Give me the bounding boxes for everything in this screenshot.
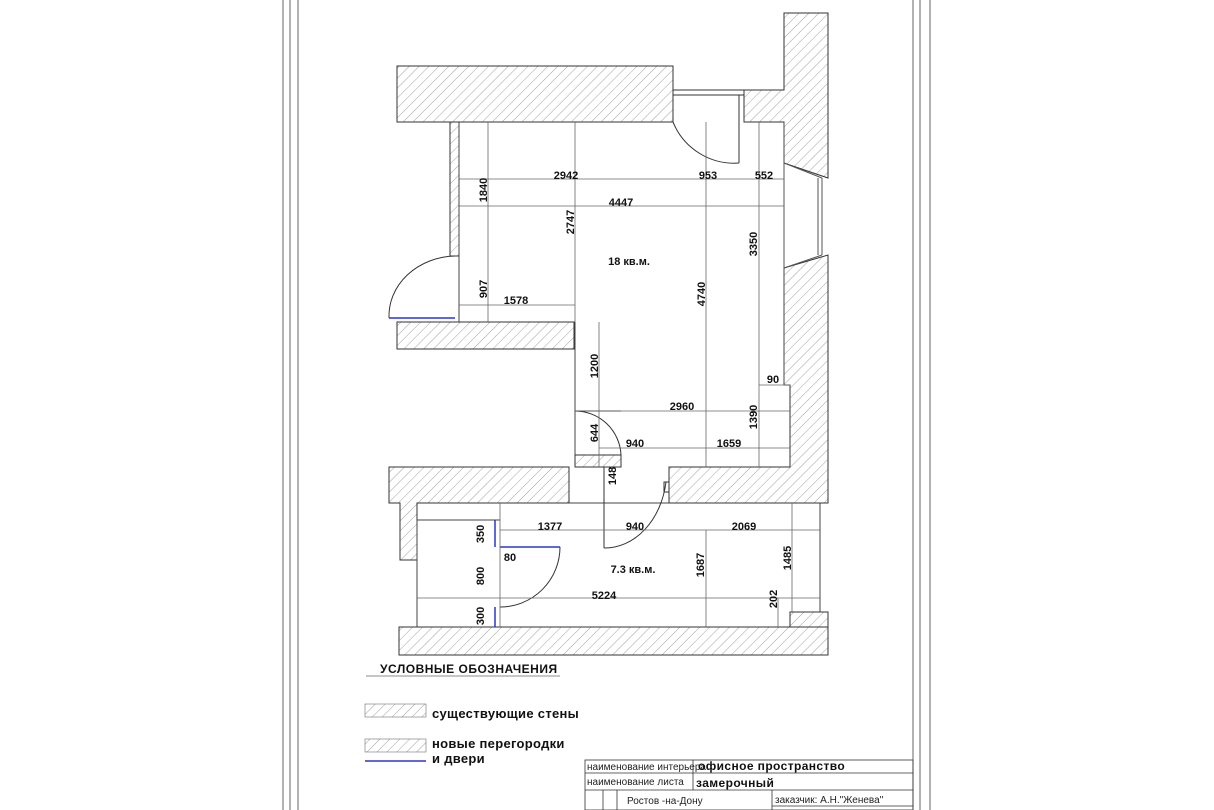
- dim-1578: 1578: [503, 295, 529, 307]
- legend-swatch-new: [365, 739, 426, 752]
- wall-right-lower: [669, 255, 828, 503]
- dim-1200: 1200: [589, 353, 601, 379]
- title-block-city: Ростов -на-Дону: [627, 796, 703, 807]
- title-block-interior-value: офисное пространство: [698, 759, 846, 773]
- existing-walls: [389, 13, 828, 655]
- dim-2069: 2069: [731, 521, 757, 533]
- title-block-interior-label: наименование интерьера: [587, 762, 706, 773]
- wall-left-mid: [397, 322, 574, 349]
- dim-1390: 1390: [748, 404, 760, 430]
- wall-right-upper: [744, 13, 828, 178]
- dim-953: 953: [698, 170, 718, 182]
- dim-940-upper: 940: [625, 438, 645, 450]
- dim-552: 552: [754, 170, 774, 182]
- window-right: [784, 163, 822, 268]
- dim-202: 202: [768, 589, 780, 609]
- dim-148: 148: [607, 466, 619, 486]
- dim-1377: 1377: [537, 521, 563, 533]
- dim-907: 907: [478, 279, 490, 299]
- wall-corridor-stub: [575, 455, 621, 467]
- legend-new-partitions: новые перегородки: [432, 736, 565, 751]
- wall-bottom: [399, 627, 828, 655]
- wall-top: [397, 66, 673, 122]
- dim-350: 350: [475, 524, 487, 544]
- legend-swatch-existing: [365, 704, 426, 717]
- title-block-sheet-label: наименование листа: [587, 777, 684, 788]
- dim-1659: 1659: [716, 438, 742, 450]
- dim-1485: 1485: [782, 545, 794, 571]
- dim-800: 800: [475, 566, 487, 586]
- dim-940-lower: 940: [625, 521, 645, 533]
- wall-left-upper: [450, 122, 459, 256]
- dim-4447: 4447: [608, 197, 634, 209]
- dim-4740: 4740: [696, 281, 708, 307]
- dim-2942: 2942: [553, 170, 579, 182]
- dim-644: 644: [589, 423, 601, 443]
- legend-new-doors: и двери: [432, 751, 485, 766]
- legend-title: УСЛОВНЫЕ ОБОЗНАЧЕНИЯ: [380, 662, 558, 676]
- dim-2960: 2960: [669, 401, 695, 413]
- room-small-area: 7.3 кв.м.: [610, 564, 656, 576]
- dim-1840: 1840: [478, 177, 490, 203]
- dim-2747: 2747: [565, 209, 577, 235]
- wall-lower-left: [389, 467, 569, 560]
- dim-5224: 5224: [591, 590, 617, 602]
- dim-90: 90: [766, 374, 780, 386]
- title-block-sheet-value: замерочный: [696, 776, 775, 790]
- wall-bottom-right: [790, 612, 828, 627]
- title-block-client: заказчик: А.Н."Женева": [775, 795, 884, 806]
- legend: [365, 662, 579, 766]
- dimension-labels: [475, 170, 794, 625]
- dim-1687: 1687: [695, 552, 707, 578]
- dim-300: 300: [475, 606, 487, 626]
- legend-existing-walls: существующие стены: [432, 706, 580, 721]
- room-large-area: 18 кв.м.: [608, 256, 650, 268]
- dim-80: 80: [503, 552, 517, 564]
- title-block: [585, 759, 913, 810]
- dim-3350: 3350: [748, 231, 760, 257]
